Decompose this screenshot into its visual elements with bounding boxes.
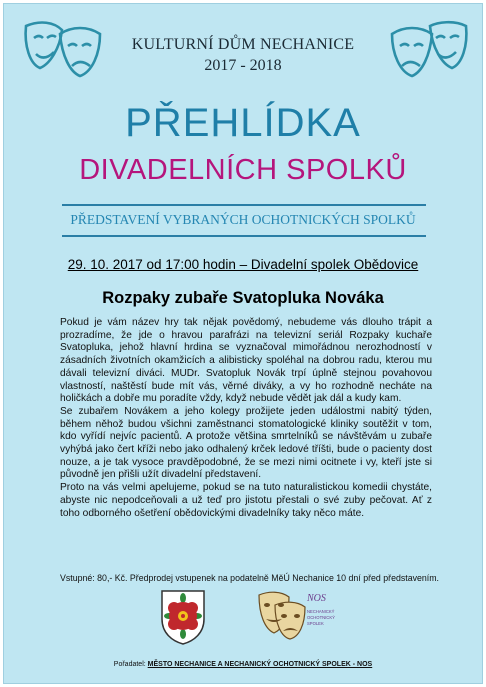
organizer-footer <box>4 661 482 668</box>
footer-organizers: MĚSTO NECHANICE A NECHANICKÝ OCHOTNICKÝ SPOLEK - NOS <box>147 661 373 668</box>
event-date: 29. 10. 2017 od 17:00 hodin – Divadelní spolek Obědovice <box>67 257 419 272</box>
footer-label: Pořadatel: <box>113 661 146 668</box>
series-subtitle: PŘEDSTAVENÍ VYBRANÝCH OCHOTNICKÝCH SPOLKŮ <box>70 212 416 227</box>
nos-logo-text: NOS <box>307 593 326 604</box>
main-subtitle: DIVADELNÍCH SPOLKŮ <box>79 154 407 186</box>
nos-caption: OCHOTNICKÝ <box>307 615 335 620</box>
description-paragraph: Proto na vás velmi apelujeme, pokud se na tuto naturalistickou komedii chystáte, abyste nic nepodceňovali a už teď pro jistotu přestali o své zuby pečovat. Ať z toho odborného ošetření obědovickými divadelníky taky něco máte. <box>60 482 432 519</box>
divider <box>62 204 426 206</box>
season-heading: 2017 - 2018 <box>204 57 282 74</box>
organizer-heading: KULTURNÍ DŮM NECHANICE <box>131 36 355 53</box>
divider <box>62 235 426 237</box>
description-paragraph: Se zubařem Novákem a jeho kolegy prožijete jeden událostmi nabitý týden, během něhož budou všichni zaměstnanci stomatologické kliniky soutěžit v tom, kdo vyřídí nejvíc pacientů. A protože většina smrtelníků se návštěvám u zubaře vyhýbá jako čert kříži nebo jako odhalený krček ledové tříšti, bude o pacienty dost nouze, a je tak vysoce pravděpodobné, že se mezi nimi ocitnete i vy, kteří jste si původně jen přišli užít divadelní představení. <box>60 405 432 481</box>
town-crest-icon <box>160 589 206 645</box>
ticket-info: Vstupné: 80,- Kč. Předprodej vstupenek na podatelně MěÚ Nechanice 10 dní před představením. <box>60 573 439 583</box>
description-paragraph: Pokud je vám název hry tak nějak povědomý, nebudeme vás dlouho trápit a prozradíme, že jde o hravou parafrázi na televizní seriál Rozpaky kuchaře Svatopluka, jehož hlavní hrdina se vyznačoval mimořádnou nerozhodností v zásadních životních okamžicích a alibisticky spoléhal na dobrou radu, kterou mu dávali televizní diváci. MUDr. Svatopluk Novák trpí úplně stejnou povahovou vlastností, naštěstí bude mít vás, věrné diváky, a vy ho rozhodně necháte na holičkách a dobře mu poradíte vždy, když nebude vědět jak dál a kudy kam. <box>60 317 432 405</box>
nos-logo <box>255 589 335 641</box>
main-title: PŘEHLÍDKA <box>125 101 361 145</box>
play-title: Rozpaky zubaře Svatopluka Nováka <box>102 289 384 307</box>
nos-caption: SPOLEK <box>307 621 324 626</box>
nos-caption: NECHANICKÝ <box>307 609 335 614</box>
poster <box>3 3 483 684</box>
description <box>60 317 432 520</box>
